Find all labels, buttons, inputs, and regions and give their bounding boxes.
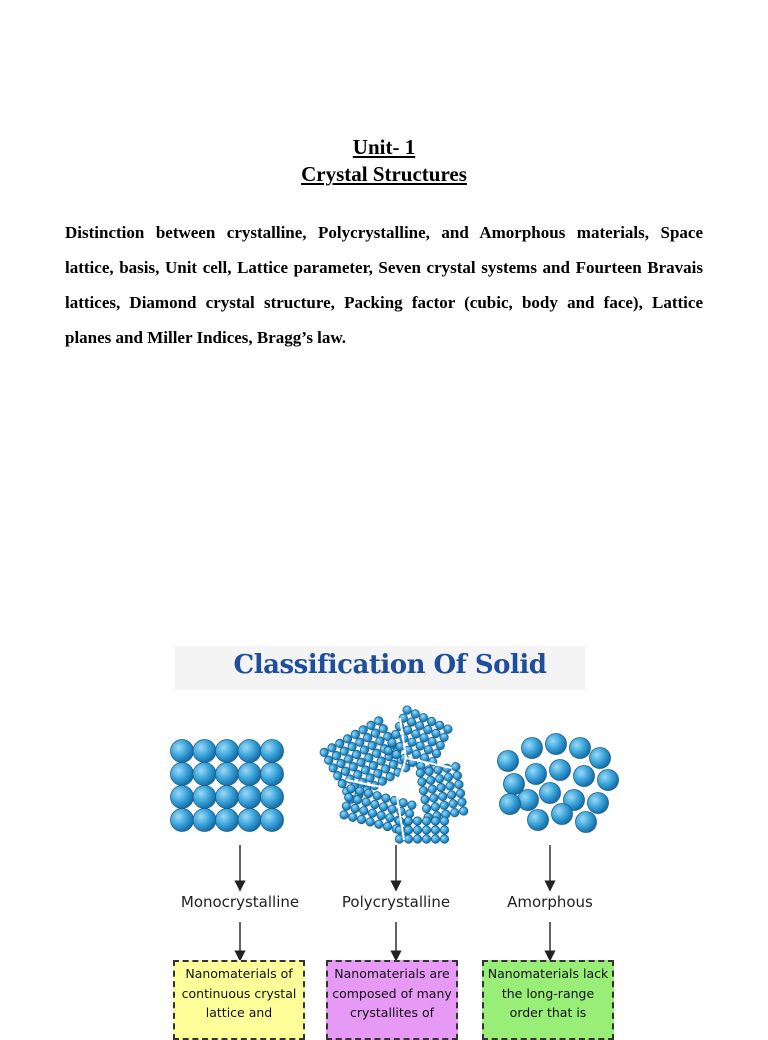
grain-atom: [385, 813, 395, 823]
classification-figure: [160, 640, 620, 1024]
grain-atom: [348, 812, 358, 822]
lattice-atom: [238, 809, 261, 832]
grain-atom: [440, 817, 448, 825]
syllabus-paragraph: Distinction between crystalline, Polycrystalline, and Amorphous materials, Space lattice, basis, Unit cell, Lattice parameter, Seven crystal systems and Fourteen Bravais lattices, Diamond crystal structure, Packing factor (cubic, body and face), Lattice planes and Miller Indices, Bragg’s law.: [65, 223, 703, 347]
lattice-atom: [193, 763, 216, 786]
grain-atom: [404, 826, 412, 834]
grain-atom: [445, 781, 455, 791]
lattice-atom: [171, 763, 194, 786]
amorphous-atom: [574, 766, 595, 787]
grain-atom: [447, 790, 457, 800]
lattice-atom: [216, 786, 239, 809]
grain-atom: [419, 786, 429, 796]
grain-atom: [416, 768, 426, 778]
lattice-atom: [193, 740, 216, 763]
grain-atom: [413, 835, 421, 843]
amorphous-atom: [518, 790, 539, 811]
amorphous-atom: [550, 760, 571, 781]
monocrystalline-lattice-image: [171, 740, 284, 832]
grain-atom: [381, 793, 391, 803]
label-amorphous: Amorphous: [507, 893, 593, 911]
grain-atom: [422, 804, 432, 814]
grain-atom: [453, 771, 463, 781]
grain-atom: [420, 795, 430, 805]
grain-atom: [435, 774, 445, 784]
unit-topic: Crystal Structures: [301, 162, 467, 186]
grain-atom: [450, 808, 460, 818]
page-title: [0, 134, 768, 188]
grain-atom: [404, 835, 412, 843]
lattice-atom: [193, 809, 216, 832]
grain-atom: [378, 802, 388, 812]
lattice-atom: [171, 809, 194, 832]
grain-atom: [436, 783, 446, 793]
grain-atom: [454, 780, 464, 790]
grain-atom: [431, 835, 439, 843]
amorphous-atom: [588, 793, 609, 814]
grain-atom: [370, 799, 380, 809]
grain-atom: [422, 826, 430, 834]
grain-atom: [413, 817, 421, 825]
grain-atom: [444, 772, 454, 782]
lattice-atom: [261, 786, 284, 809]
amorphous-atom: [546, 734, 567, 755]
grain-atom: [374, 819, 384, 829]
grain-atom: [426, 775, 436, 785]
grain-atom: [376, 810, 386, 820]
label-polycrystalline: Polycrystalline: [341, 893, 451, 911]
grain-atom: [459, 806, 469, 816]
amorphous-atom: [504, 774, 525, 795]
grain-atom: [417, 777, 427, 787]
grain-atom: [407, 800, 417, 810]
amorphous-atom: [526, 764, 547, 785]
grain-atom: [431, 826, 439, 834]
grain-atom: [350, 803, 360, 813]
grain-atom: [439, 800, 449, 810]
description-box-amorphous: Nanomaterials lack the long-range order that is: [482, 960, 614, 1040]
amorphous-atom: [498, 751, 519, 772]
grain-atom: [339, 810, 349, 820]
lattice-atom: [216, 809, 239, 832]
amorphous-atom: [552, 804, 573, 825]
lattice-atom: [238, 740, 261, 763]
lattice-atom: [193, 786, 216, 809]
amorphous-atom: [522, 738, 543, 759]
amorphous-atom: [540, 783, 561, 804]
grain-atom: [372, 791, 382, 801]
amorphous-atom: [528, 810, 549, 831]
grain-atom: [440, 826, 448, 834]
grain-atom: [361, 797, 371, 807]
unit-number: Unit- 1: [352, 135, 416, 159]
lattice-atom: [216, 740, 239, 763]
amorphous-atom: [570, 738, 591, 759]
lattice-atom: [261, 763, 284, 786]
grain-atom: [387, 804, 397, 814]
figure-title: Classification Of Solid: [233, 650, 547, 680]
grain-atom: [427, 784, 437, 794]
description-box-polycrystalline: Nanomaterials are composed of many crystallites of: [326, 960, 458, 1040]
label-monocrystalline: Monocrystalline: [180, 893, 300, 911]
lattice-atom: [238, 763, 261, 786]
grain-atom: [438, 792, 448, 802]
lattice-atom: [171, 740, 194, 763]
lattice-atom: [261, 809, 284, 832]
crystal-grain: [416, 762, 469, 822]
grain-atom: [451, 762, 461, 772]
amorphous-atom: [590, 748, 611, 769]
grain-atom: [404, 817, 412, 825]
grain-atom: [365, 817, 375, 827]
lattice-atom: [261, 740, 284, 763]
grain-atom: [457, 797, 467, 807]
lattice-atom: [171, 786, 194, 809]
grain-atom: [367, 808, 377, 818]
grain-atom: [429, 793, 439, 803]
description-box-monocrystalline: Nanomaterials of continuous crystal lattice and: [173, 960, 305, 1040]
grain-atom: [431, 817, 439, 825]
grain-atom: [448, 799, 458, 809]
grain-atom: [356, 814, 366, 824]
grain-atom: [440, 835, 448, 843]
grain-atom: [422, 835, 430, 843]
amorphous-atom: [598, 770, 619, 791]
amorphous-atom: [576, 812, 597, 833]
amorphous-atom: [500, 794, 521, 815]
grain-atom: [422, 817, 430, 825]
grain-atom: [382, 821, 392, 831]
grain-atom: [413, 826, 421, 834]
grain-atom: [431, 802, 441, 812]
polycrystalline-grains-image: [318, 705, 468, 844]
amorphous-atoms-image: [498, 734, 619, 833]
lattice-atom: [238, 786, 261, 809]
grain-atom: [359, 806, 369, 816]
lattice-atom: [216, 763, 239, 786]
grain-atom: [456, 788, 466, 798]
